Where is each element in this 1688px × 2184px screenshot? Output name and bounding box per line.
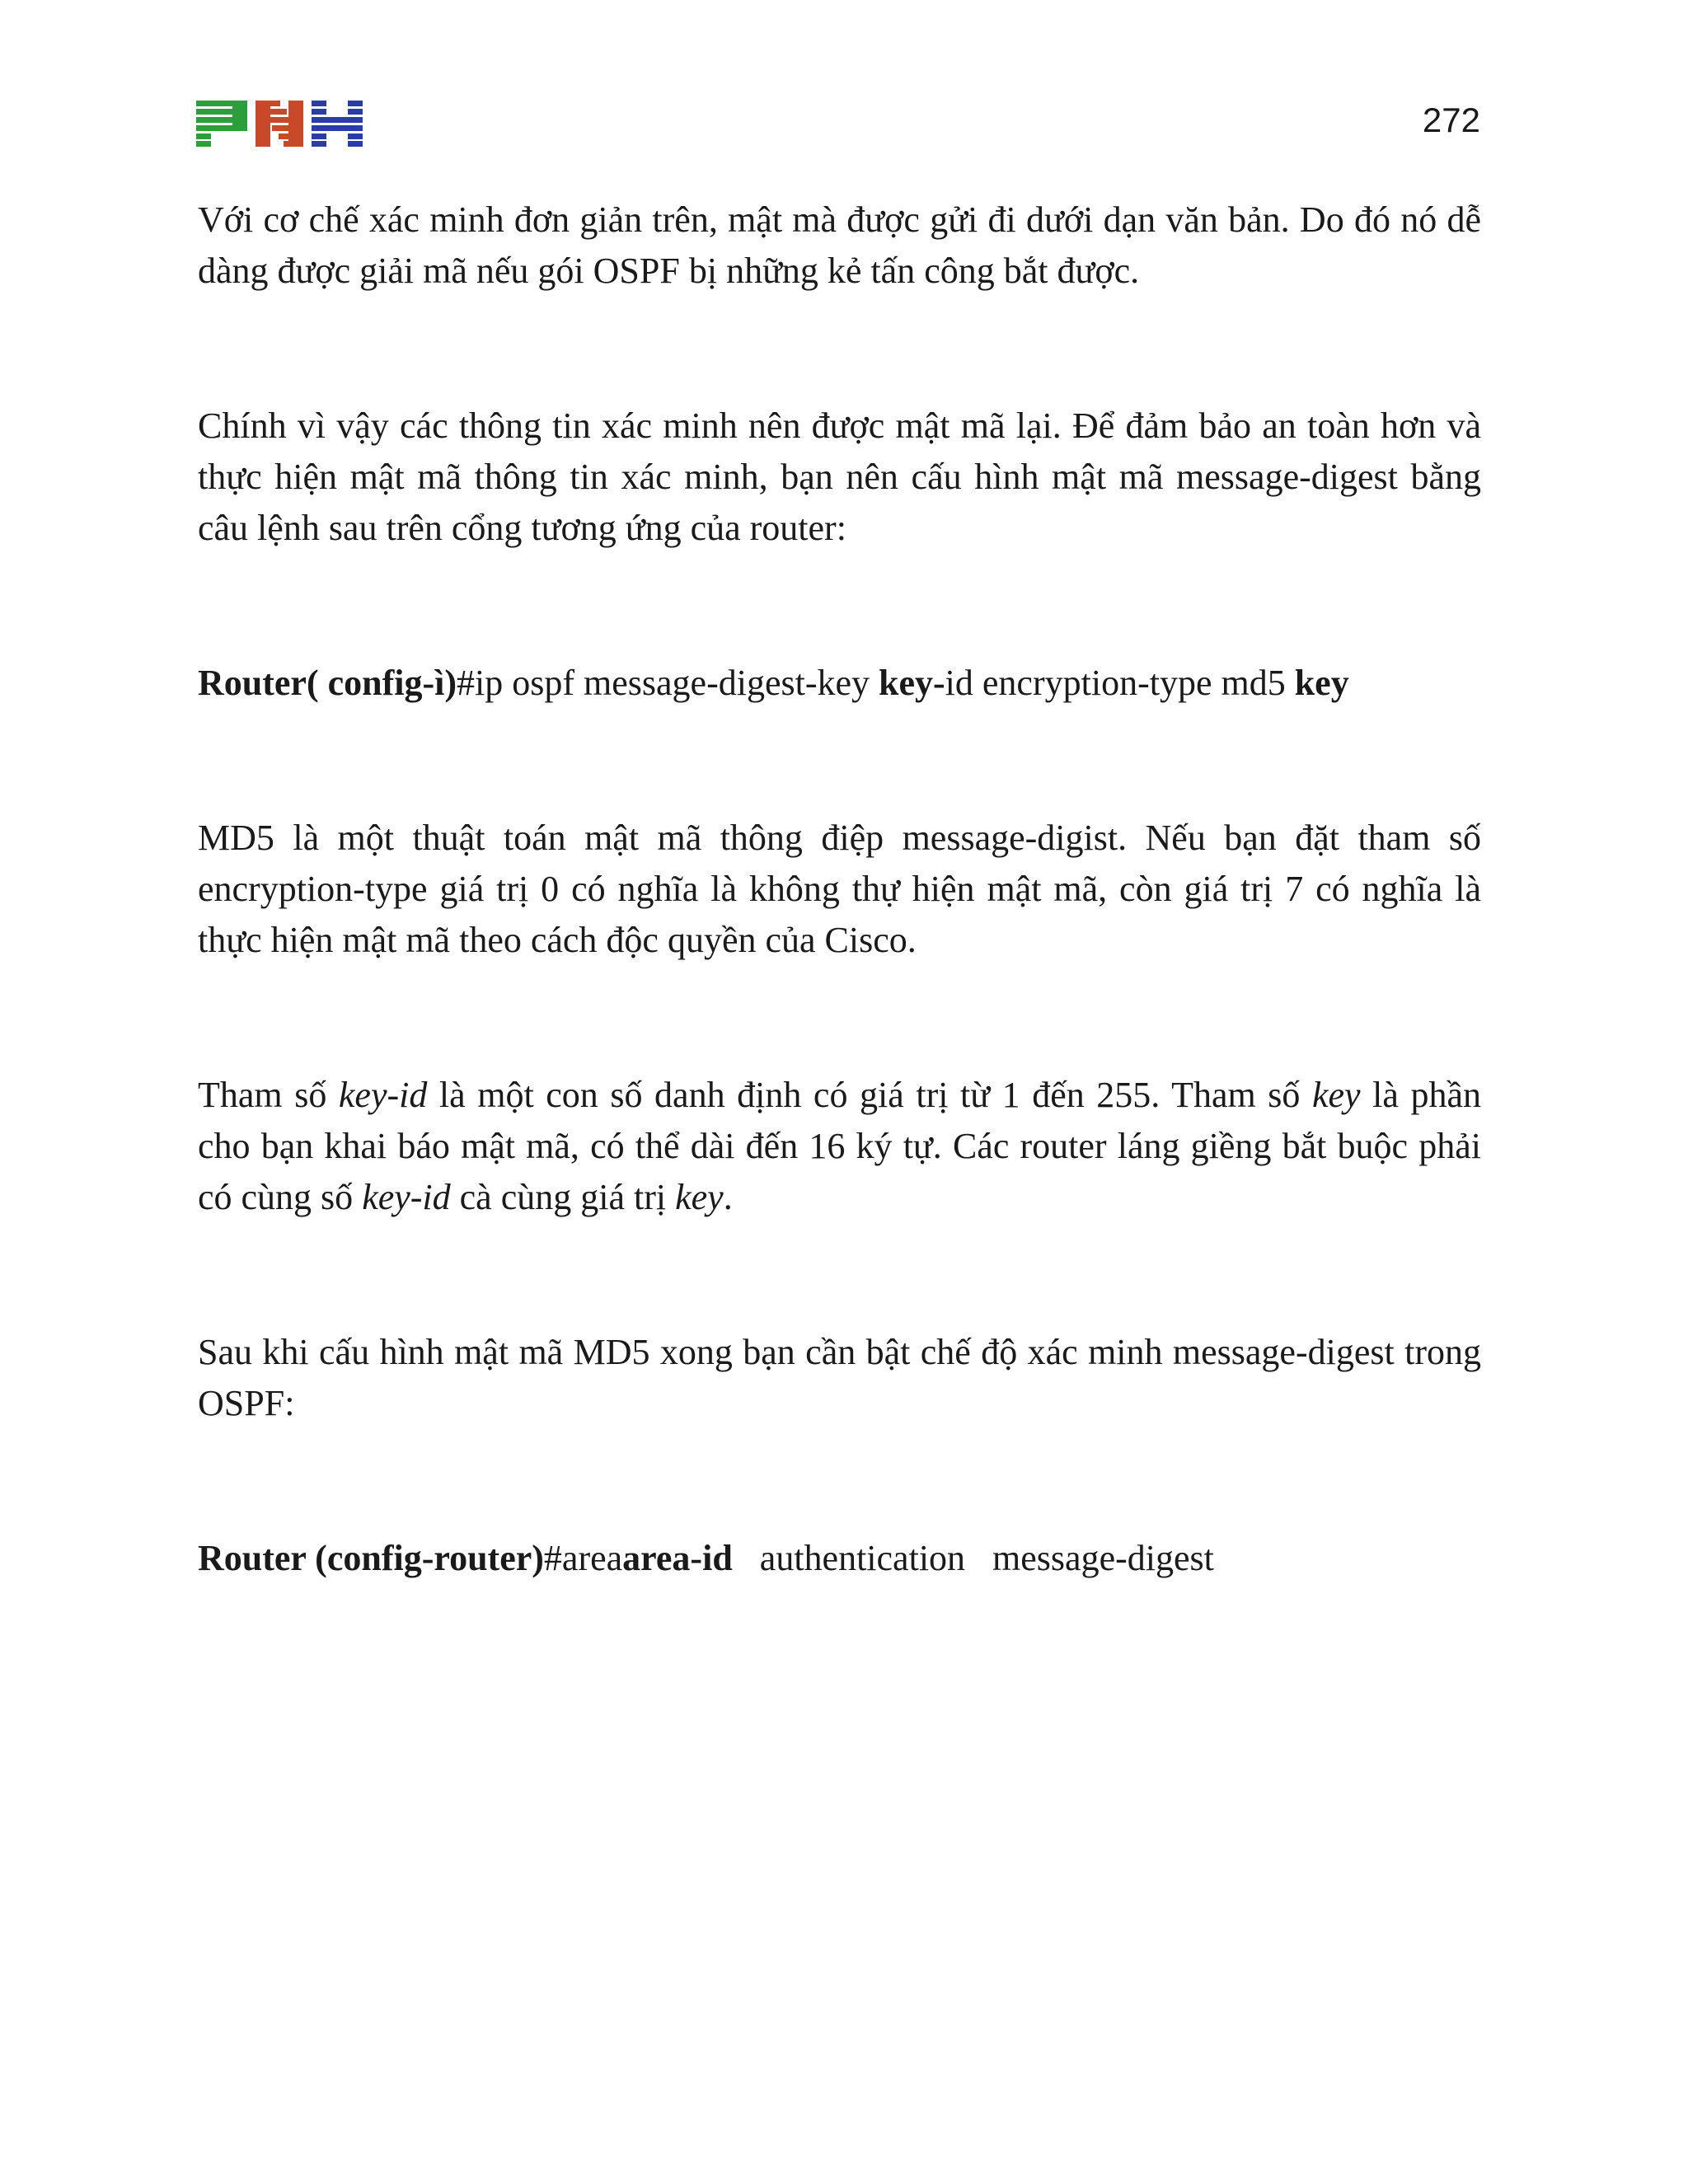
- command-rest: authentication message-digest: [732, 1538, 1214, 1578]
- italic-key: key: [1311, 1075, 1361, 1115]
- text-run: là phần cho bạn khai báo mật mã, có thể dài đến 16 ký tự. Các router láng giềng bắt buộc phải có cùng số: [198, 1075, 1481, 1217]
- page-number: 272: [1422, 101, 1480, 139]
- command-area-authentication: [198, 1533, 1481, 1584]
- italic-key: key: [675, 1177, 724, 1217]
- command-area: #area: [543, 1538, 623, 1578]
- paragraph-1: Với cơ chế xác minh đơn giản trên, mật mà được gửi đi dưới dạn văn bản. Do đó nó dễ dàng được giải mã nếu gói OSPF bị những kẻ tấn công bắt được.: [198, 199, 1481, 291]
- command-message-digest-key: [198, 658, 1481, 709]
- document-body: [198, 194, 1481, 1688]
- text-run: là một con số danh định có giá trị từ 1 đến 255. Tham số: [427, 1075, 1312, 1115]
- command-key-bold: key-: [879, 663, 945, 703]
- text-run: .: [723, 1177, 733, 1217]
- italic-key-id: key-id: [362, 1177, 451, 1217]
- paragraph-md5: MD5 là một thuật toán mật mã thông điệp message-digist. Nếu bạn đặt tham số encryption-type giá trị 0 có nghĩa là không thự hiện mật mã, còn giá trị 7 có nghĩa là thực hiện mật mã theo cách độc quyền của Cisco.: [198, 818, 1481, 960]
- command-text: #ip ospf message-digest-key: [457, 663, 879, 703]
- paragraph-key-id: [198, 1070, 1481, 1223]
- paragraph-2: Chính vì vậy các thông tin xác minh nên được mật mã lại. Để đảm bảo an toàn hơn và thực hiện mật mã thông tin xác minh, bạn nên cấu hình mật mã message-digest bằng câu lệnh sau trên cổng tương ứng của router:: [198, 405, 1481, 548]
- command-prompt: Router( config-ì): [198, 663, 457, 703]
- command-key-last: key: [1294, 663, 1349, 703]
- command-rest: encryption-type md5: [973, 663, 1295, 703]
- command-prompt: Router (config-router): [198, 1538, 544, 1578]
- pnh-logo-mark: [196, 101, 363, 147]
- command-id: id: [945, 663, 973, 703]
- pnh-logo: [196, 101, 363, 147]
- text-run: cà cùng giá trị: [450, 1177, 676, 1217]
- paragraph-enable-auth: Sau khi cấu hình mật mã MD5 xong bạn cần bật chế độ xác minh message-digest trong OSPF:: [198, 1332, 1481, 1423]
- command-area-id: area-id: [622, 1538, 733, 1578]
- italic-key-id: key-id: [338, 1075, 428, 1115]
- text-run: Tham số: [198, 1075, 339, 1115]
